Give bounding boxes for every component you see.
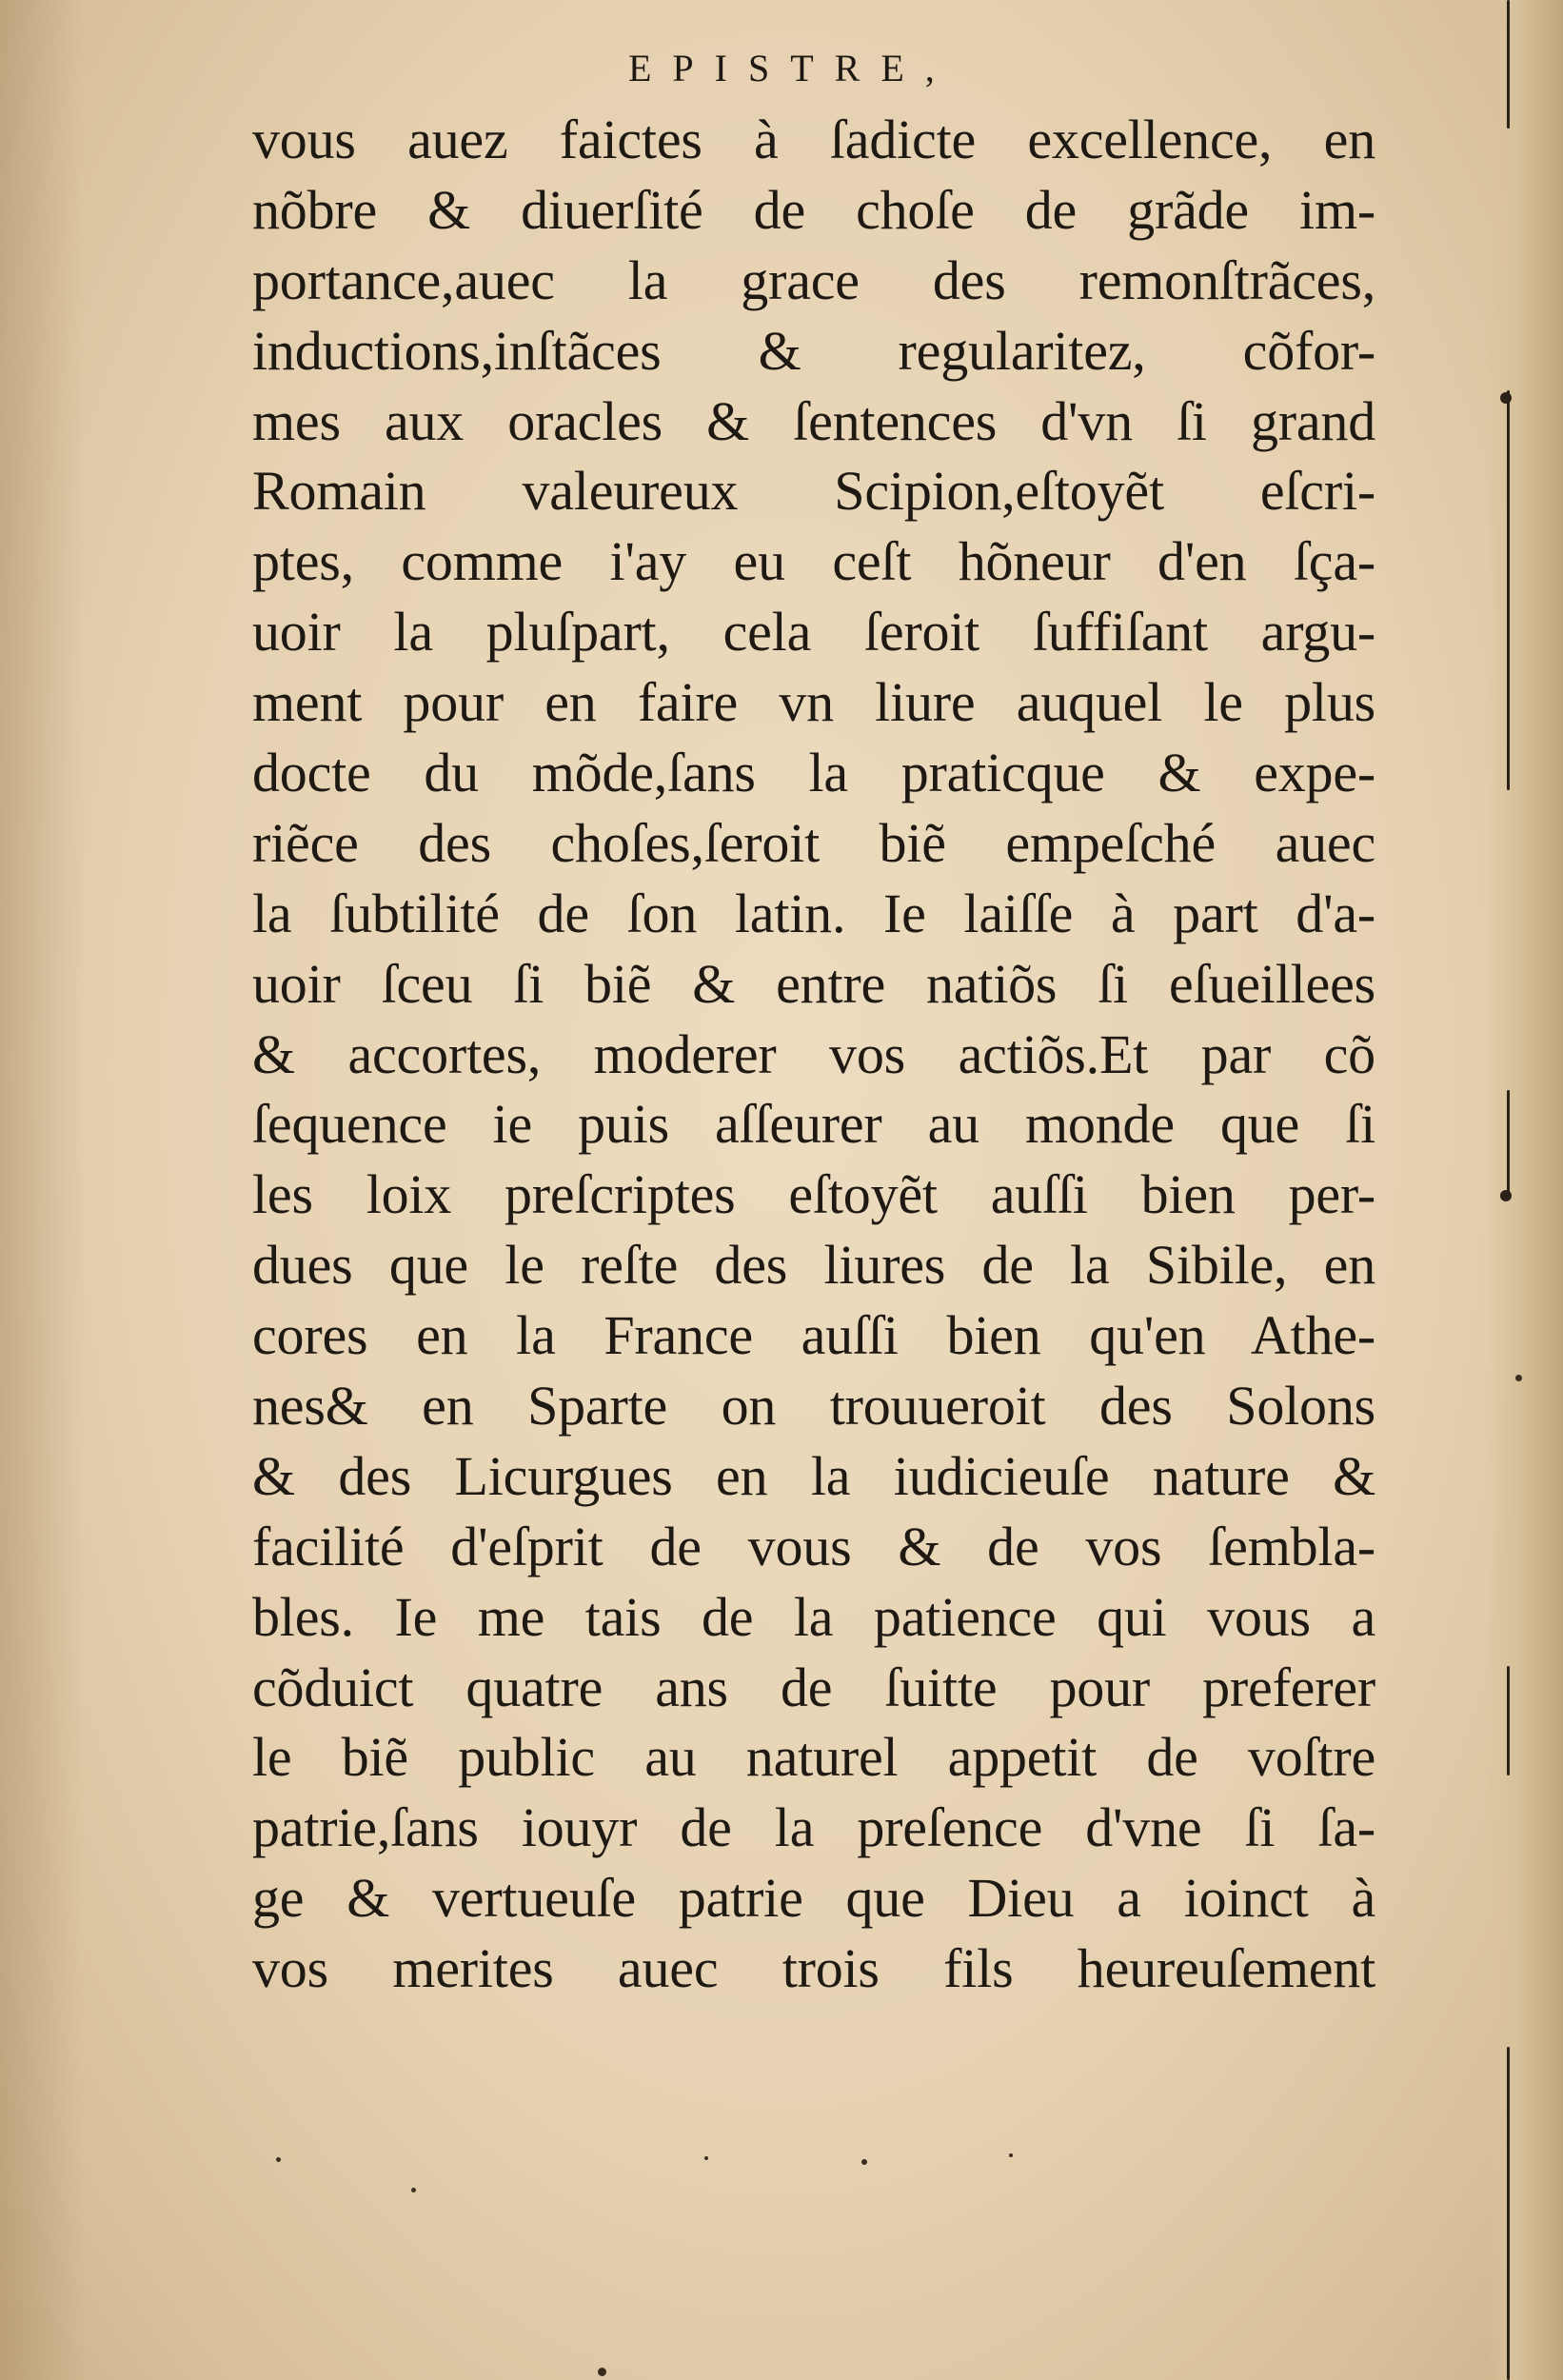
text-line: cõduict quatre ans de ſuitte pour preferer [252,1656,1375,1718]
text-line: ment pour en faire vn liure auquel le plus [252,671,1375,734]
text-line: vos merites auec trois fils heureuſement [252,1937,1375,2000]
ink-speck [861,2159,867,2165]
text-line: les loix preſcriptes eſtoyẽt auſſi bien per- [252,1163,1375,1226]
text-line: & accortes, moderer vos actiõs.Et par cõ [252,1022,1375,1085]
text-line: la ſubtilité de ſon latin. Ie laiſſe à part d'a- [252,882,1375,944]
text-line: uoir ſceu ſi biẽ & entre natiõs ſi eſueillees [252,952,1375,1015]
page-edge-shadow [0,0,86,2380]
text-line: portance,auec la grace des remonſtrãces, [252,248,1375,311]
ink-speck [1009,2153,1013,2157]
binding-gutter [1487,0,1563,2380]
text-line: docte du mõde,ſans la praticque & expe- [252,742,1375,804]
binding-thread-knot [1500,392,1512,404]
text-line: vous auez faictes à ſadicte excellence, en [252,109,1375,170]
text-line: inductions,inſtãces & regularitez, cõfor- [252,319,1375,382]
text-line: ge & vertueuſe patrie que Dieu a ioinct à [252,1867,1375,1930]
ink-speck [1515,1375,1522,1381]
running-head: EPISTRE, [628,47,956,89]
text-line: bles. Ie me tais de la patience qui vous a [252,1585,1375,1648]
text-line: facilité d'eſprit de vous & de vos ſembla- [252,1515,1375,1577]
text-line: dues que le reſte des liures de la Sibile, en [252,1234,1375,1297]
text-line: ptes, comme i'ay eu ceſt hõneur d'en ſça- [252,530,1375,593]
text-line: & des Licurgues en la iudicieuſe nature & [252,1444,1375,1507]
text-line: nes& en Sparte on trouueroit des Solons [252,1375,1375,1438]
binding-thread-mark [1507,1090,1510,1195]
text-line: mes aux oracles & ſentences d'vn ſi grand [252,389,1375,452]
text-line: ſequence ie puis aſſeurer au monde que ſi [252,1093,1375,1156]
text-line: patrie,ſans iouyr de la preſence d'vne ſi ſa- [252,1796,1375,1859]
binding-thread-mark [1507,390,1510,790]
text-line: uoir la pluſpart, cela ſeroit ſuffiſant argu- [252,601,1375,664]
binding-thread-knot [1500,1190,1512,1201]
body-text [252,105,1375,2004]
ink-speck [598,2368,606,2376]
binding-thread-mark [1507,1666,1510,1775]
ink-speck [704,2156,708,2160]
text-line: le biẽ public au naturel appetit de voſtre [252,1726,1375,1789]
binding-thread-mark [1507,2047,1510,2380]
ink-speck [276,2157,281,2162]
text-line: nõbre & diuerſité de choſe de grãde im- [252,178,1375,241]
text-line: Romain valeureux Scipion,eſtoyẽt eſcri- [252,460,1375,523]
text-line: cores en la France auſſi bien qu'en Athe- [252,1304,1375,1367]
binding-thread-mark [1507,0,1510,129]
ink-speck [411,2188,416,2192]
text-line: riẽce des choſes,ſeroit biẽ empeſché auec [252,811,1375,874]
